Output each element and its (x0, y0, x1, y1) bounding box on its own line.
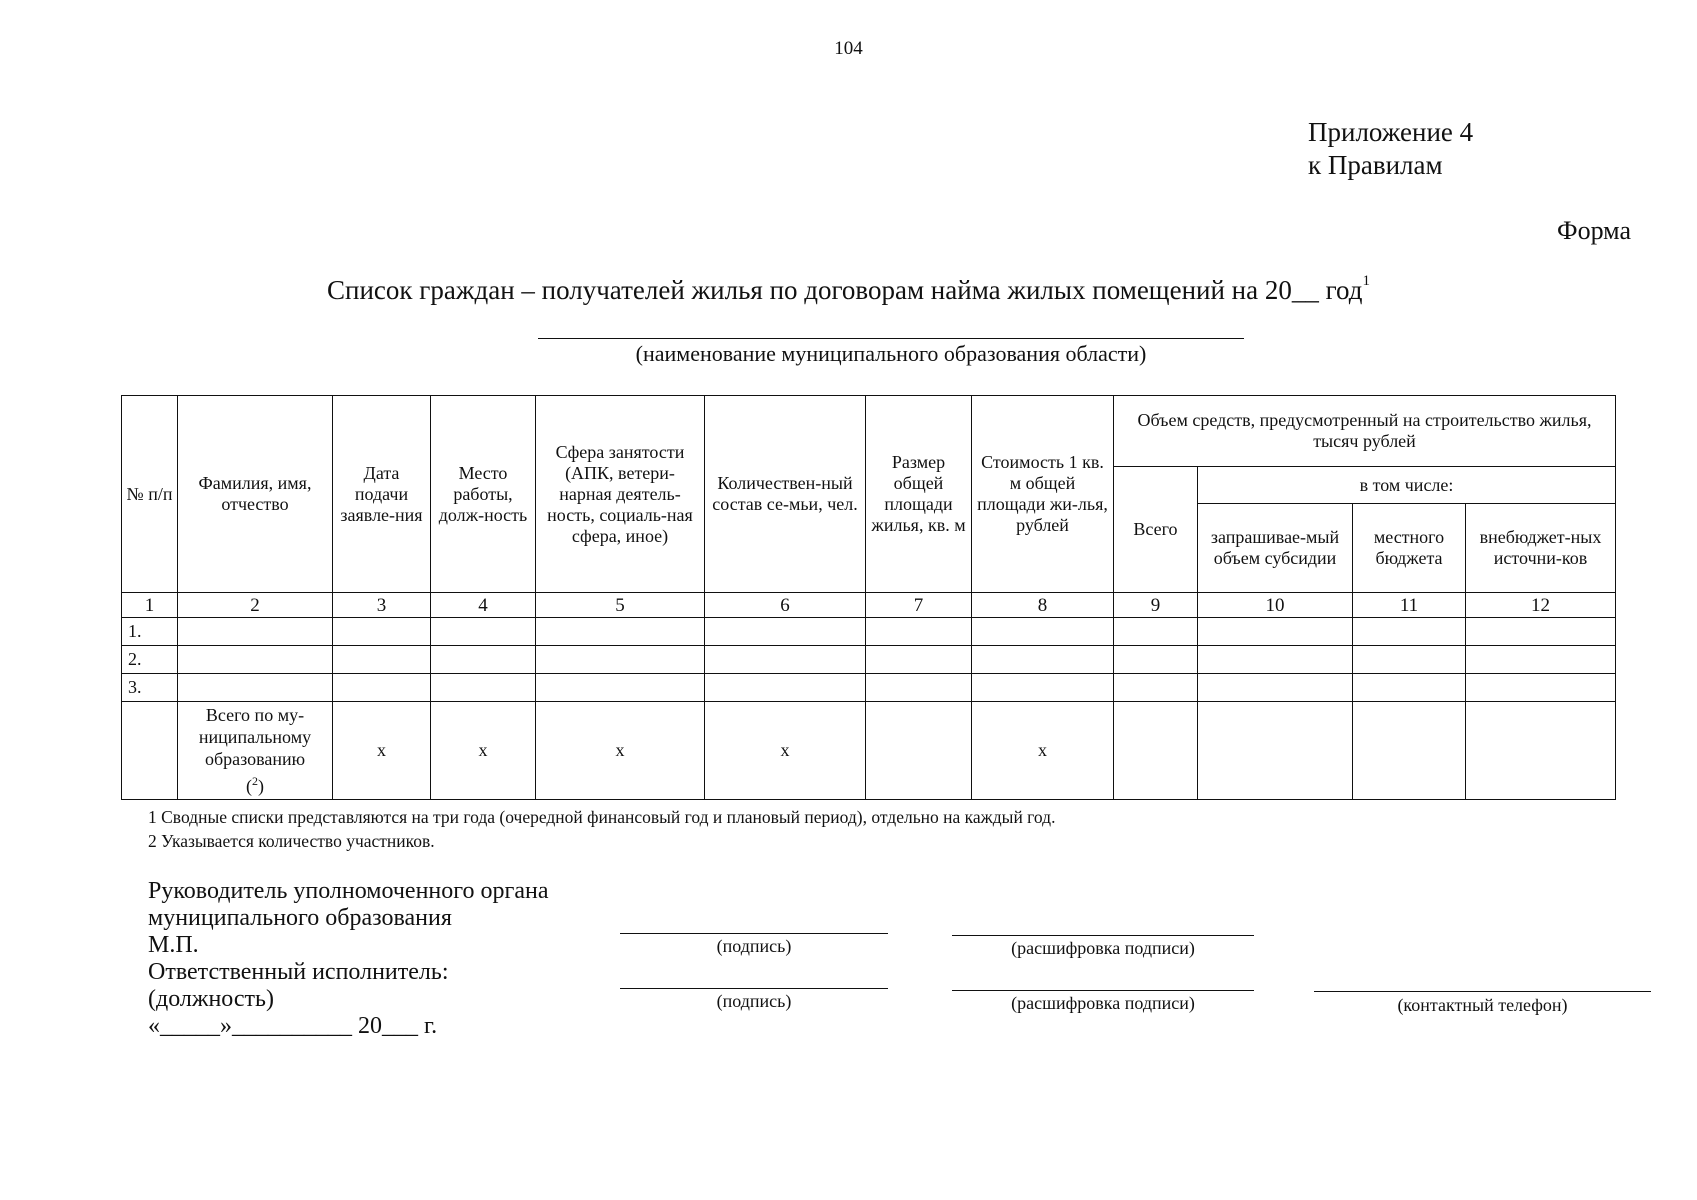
title-text: Список граждан – получателей жилья по договорам найма жилых помещений на 20__ год (327, 275, 1363, 305)
column-number: 3 (333, 593, 431, 618)
total-label-text: Всего по му-ниципальному образованию (198, 705, 312, 769)
table-cell (536, 646, 705, 674)
table-cell (333, 618, 431, 646)
table-cell (1114, 646, 1198, 674)
total-label-open: ( (246, 776, 252, 796)
table-cell (1198, 618, 1353, 646)
table-cell (1466, 646, 1616, 674)
not-applicable-mark: x (431, 702, 536, 800)
table-cell (1353, 646, 1466, 674)
table-row (122, 674, 1616, 702)
phone-caption: (контактный телефон) (1397, 995, 1568, 1015)
row-number: 2. (122, 646, 178, 674)
table-cell (866, 618, 972, 646)
table-row (122, 618, 1616, 646)
column-number: 1 (122, 593, 178, 618)
signature-line-2: муниципального образования (148, 905, 452, 931)
header-local-budget: местного бюджета (1353, 504, 1466, 593)
table-cell (122, 702, 178, 800)
header-extra-budget: внебюджет-ных источни-ков (1466, 504, 1616, 593)
table-cell (536, 618, 705, 646)
appendix-line-1: Приложение 4 (1308, 117, 1474, 147)
head-signature-line (620, 933, 888, 934)
table-cell (1466, 674, 1616, 702)
head-decoding-caption: (расшифровка подписи) (1011, 938, 1195, 958)
total-label-footnote: 2 (252, 774, 258, 788)
table-cell (1114, 674, 1198, 702)
column-number: 5 (536, 593, 705, 618)
header-including: в том числе: (1198, 467, 1616, 504)
signature-date-line: «_____»__________ 20___ г. (148, 1013, 438, 1039)
executor-decoding-line (952, 990, 1254, 991)
table-cell (1114, 618, 1198, 646)
column-number: 9 (1114, 593, 1198, 618)
table-cell (1198, 646, 1353, 674)
footnote-2: 2 Указывается количество участников. (148, 831, 435, 851)
header-funds: Объем средств, предусмотренный на строительство жилья, тысяч рублей (1114, 396, 1616, 467)
table-cell (1466, 618, 1616, 646)
signature-block (148, 878, 549, 1040)
table-cell (972, 646, 1114, 674)
table-cell (866, 646, 972, 674)
form-label: Форма (1557, 216, 1631, 245)
header-family: Количествен-ный состав се-мьи, чел. (705, 396, 866, 593)
appendix-note (1308, 116, 1473, 182)
signature-line-5: (должность) (148, 986, 274, 1012)
header-area: Размер общей площади жилья, кв. м (866, 396, 972, 593)
table-cell (178, 618, 333, 646)
not-applicable-mark: x (536, 702, 705, 800)
not-applicable-mark: x (705, 702, 866, 800)
header-cost: Стоимость 1 кв. м общей площади жи-лья, рублей (972, 396, 1114, 593)
column-number: 4 (431, 593, 536, 618)
table-cell (705, 646, 866, 674)
head-decoding-line (952, 935, 1254, 936)
column-number: 12 (1466, 593, 1616, 618)
document-title (0, 275, 1697, 306)
column-number: 2 (178, 593, 333, 618)
header-num: № п/п (122, 396, 178, 593)
header-sphere: Сфера занятости (АПК, ветери-нарная деятель-ность, социаль-ная сфера, иное) (536, 396, 705, 593)
page-number: 104 (834, 38, 863, 59)
title-footnote-mark: 1 (1362, 273, 1370, 289)
column-number: 11 (1353, 593, 1466, 618)
table-cell (536, 674, 705, 702)
column-number-row (122, 593, 1616, 618)
not-applicable-mark: x (972, 702, 1114, 800)
table-cell (1353, 674, 1466, 702)
table-cell (972, 618, 1114, 646)
table-cell (972, 674, 1114, 702)
table-row (122, 646, 1616, 674)
table-cell (1198, 674, 1353, 702)
executor-decoding-caption: (расшифровка подписи) (1011, 993, 1195, 1013)
header-total: Всего (1114, 467, 1198, 593)
footnote-1: 1 Сводные списки представляются на три года (очередной финансовый год и плановый период), отдельно на каждый год. (148, 807, 1056, 827)
total-label (178, 702, 333, 800)
table-cell (866, 674, 972, 702)
executor-signature-caption: (подпись) (716, 991, 792, 1011)
signature-line-1: Руководитель уполномоченного органа (148, 878, 549, 904)
table-cell (1353, 702, 1466, 800)
citizens-table (121, 395, 1616, 800)
column-number: 7 (866, 593, 972, 618)
table-cell (705, 618, 866, 646)
table-cell (333, 674, 431, 702)
municipality-caption: (наименование муниципального образования области) (635, 341, 1147, 366)
table-cell (1353, 618, 1466, 646)
table-cell (333, 646, 431, 674)
executor-signature-line (620, 988, 888, 989)
table-cell (431, 674, 536, 702)
row-number: 3. (122, 674, 178, 702)
signature-line-3: М.П. (148, 932, 199, 958)
head-signature-caption: (подпись) (716, 936, 792, 956)
column-number: 6 (705, 593, 866, 618)
row-number: 1. (122, 618, 178, 646)
total-row (122, 702, 1616, 800)
footnotes (148, 805, 1055, 853)
column-number: 8 (972, 593, 1114, 618)
header-fio: Фамилия, имя, отчество (178, 396, 333, 593)
table-cell (705, 674, 866, 702)
column-number: 10 (1198, 593, 1353, 618)
appendix-line-2: к Правилам (1308, 150, 1443, 180)
signature-line-4: Ответственный исполнитель: (148, 959, 449, 985)
table-cell (866, 702, 972, 800)
table-cell (178, 674, 333, 702)
header-date: Дата подачи заявле-ния (333, 396, 431, 593)
table-cell (1466, 702, 1616, 800)
municipality-underline (538, 338, 1244, 339)
table-cell (178, 646, 333, 674)
total-label-close: ) (258, 776, 264, 796)
table-cell (431, 646, 536, 674)
header-subsidy: запрашивае-мый объем субсидии (1198, 504, 1353, 593)
not-applicable-mark: x (333, 702, 431, 800)
header-workplace: Место работы, долж-ность (431, 396, 536, 593)
table-cell (1198, 702, 1353, 800)
table-cell (431, 618, 536, 646)
table-cell (1114, 702, 1198, 800)
phone-line (1314, 991, 1651, 992)
